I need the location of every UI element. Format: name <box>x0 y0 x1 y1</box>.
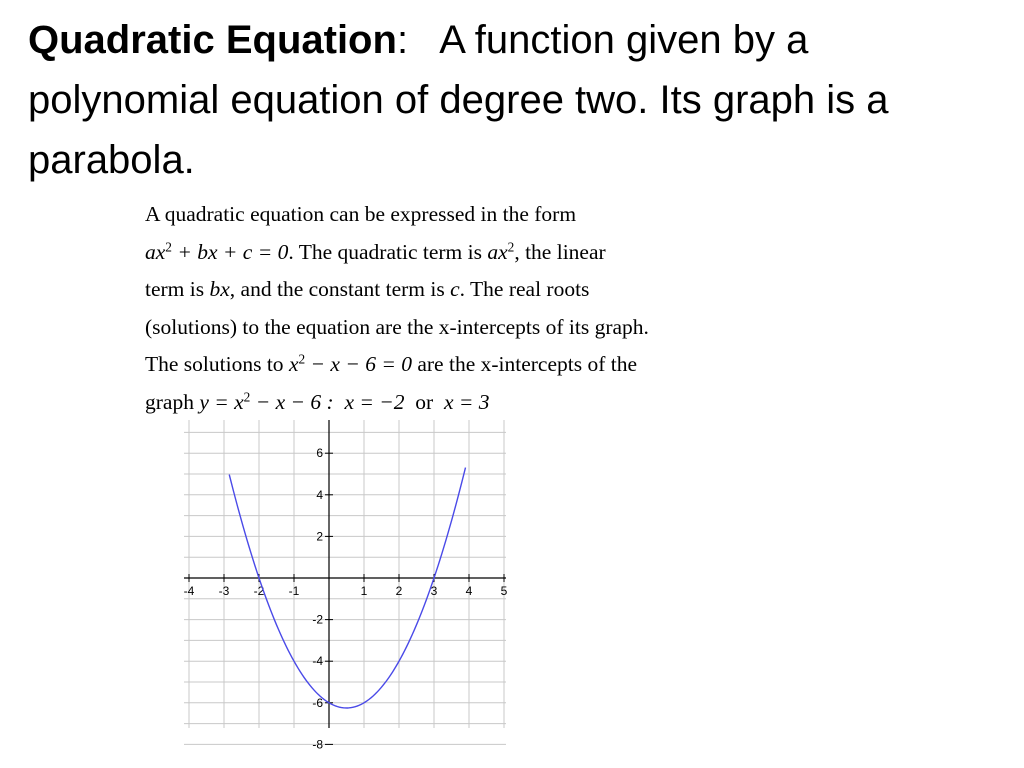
x-tick-label: 5 <box>500 584 508 598</box>
solution-or: or <box>415 389 434 414</box>
explanation-text <box>145 196 845 421</box>
slide-heading <box>28 10 1008 190</box>
constant-term: c <box>450 277 460 301</box>
general-form-ax: ax <box>145 239 166 264</box>
y-tick-label: -6 <box>312 695 323 710</box>
x-tick-label: 3 <box>430 584 438 598</box>
parabola-graph <box>176 418 516 752</box>
x-tick-label: -4 <box>183 584 195 598</box>
graph-function-exponent: 2 <box>243 389 251 405</box>
graph-function-rest: − x − 6 : <box>250 389 334 414</box>
graph-curve <box>229 468 465 708</box>
parabola-graph-svg <box>176 418 516 752</box>
explanation-line-1: A quadratic equation can be expressed in the form <box>145 202 577 226</box>
heading-definition: A function given by a polynomial equation of degree two. Its graph is a parabola. <box>28 18 889 182</box>
line5-text-a: The solutions to <box>145 352 289 376</box>
explanation-line-2 <box>145 234 845 272</box>
example-equation-x: x <box>288 352 299 376</box>
explanation-line-4: (solutions) to the equation are the x-intercepts of its graph. <box>145 314 649 339</box>
y-tick-label: -4 <box>312 654 323 669</box>
line3-text-b: , and the constant term is <box>229 277 451 301</box>
linear-term: bx <box>209 277 230 301</box>
y-tick-label: -8 <box>312 737 323 752</box>
y-tick-label: 2 <box>316 529 323 544</box>
quadratic-term-exponent: 2 <box>507 239 515 255</box>
heading-colon: : <box>396 18 409 62</box>
example-equation-rest: − x − 6 = 0 <box>305 352 412 376</box>
x-tick-label: 1 <box>360 584 368 598</box>
graph-grid <box>184 420 506 744</box>
example-equation-exponent: 2 <box>298 351 306 367</box>
explanation-line-5 <box>145 346 845 384</box>
general-form-rest: + bx + c = 0 <box>171 239 289 264</box>
solution-2: x = 3 <box>443 389 490 414</box>
line3-text-a: term is <box>145 277 210 301</box>
graph-function-y: y = x <box>199 389 244 414</box>
heading-term: Quadratic Equation <box>28 18 397 62</box>
y-tick-label: -2 <box>312 612 323 627</box>
line6-text-a: graph <box>145 389 200 414</box>
graph-axes <box>184 420 506 744</box>
general-form-exponent: 2 <box>165 239 172 255</box>
line5-text-b: are the x-intercepts of the <box>411 352 638 376</box>
line3-text-c: . The real roots <box>459 277 590 301</box>
x-tick-label: 4 <box>465 584 473 598</box>
explanation-line-6 <box>145 384 845 422</box>
y-tick-label: 4 <box>316 487 323 502</box>
explanation-line-3 <box>145 271 845 309</box>
parabola-curve <box>229 468 465 708</box>
x-tick-label: -2 <box>253 584 265 598</box>
y-tick-label: 6 <box>316 446 323 461</box>
x-tick-label: 2 <box>395 584 403 598</box>
x-tick-label: -3 <box>218 584 230 598</box>
line2-text-a: . The quadratic term is <box>288 239 488 264</box>
quadratic-term: ax <box>487 239 508 264</box>
line2-text-b: , the linear <box>514 239 606 264</box>
x-tick-label: -1 <box>288 584 300 598</box>
solution-1: x = −2 <box>344 389 405 414</box>
